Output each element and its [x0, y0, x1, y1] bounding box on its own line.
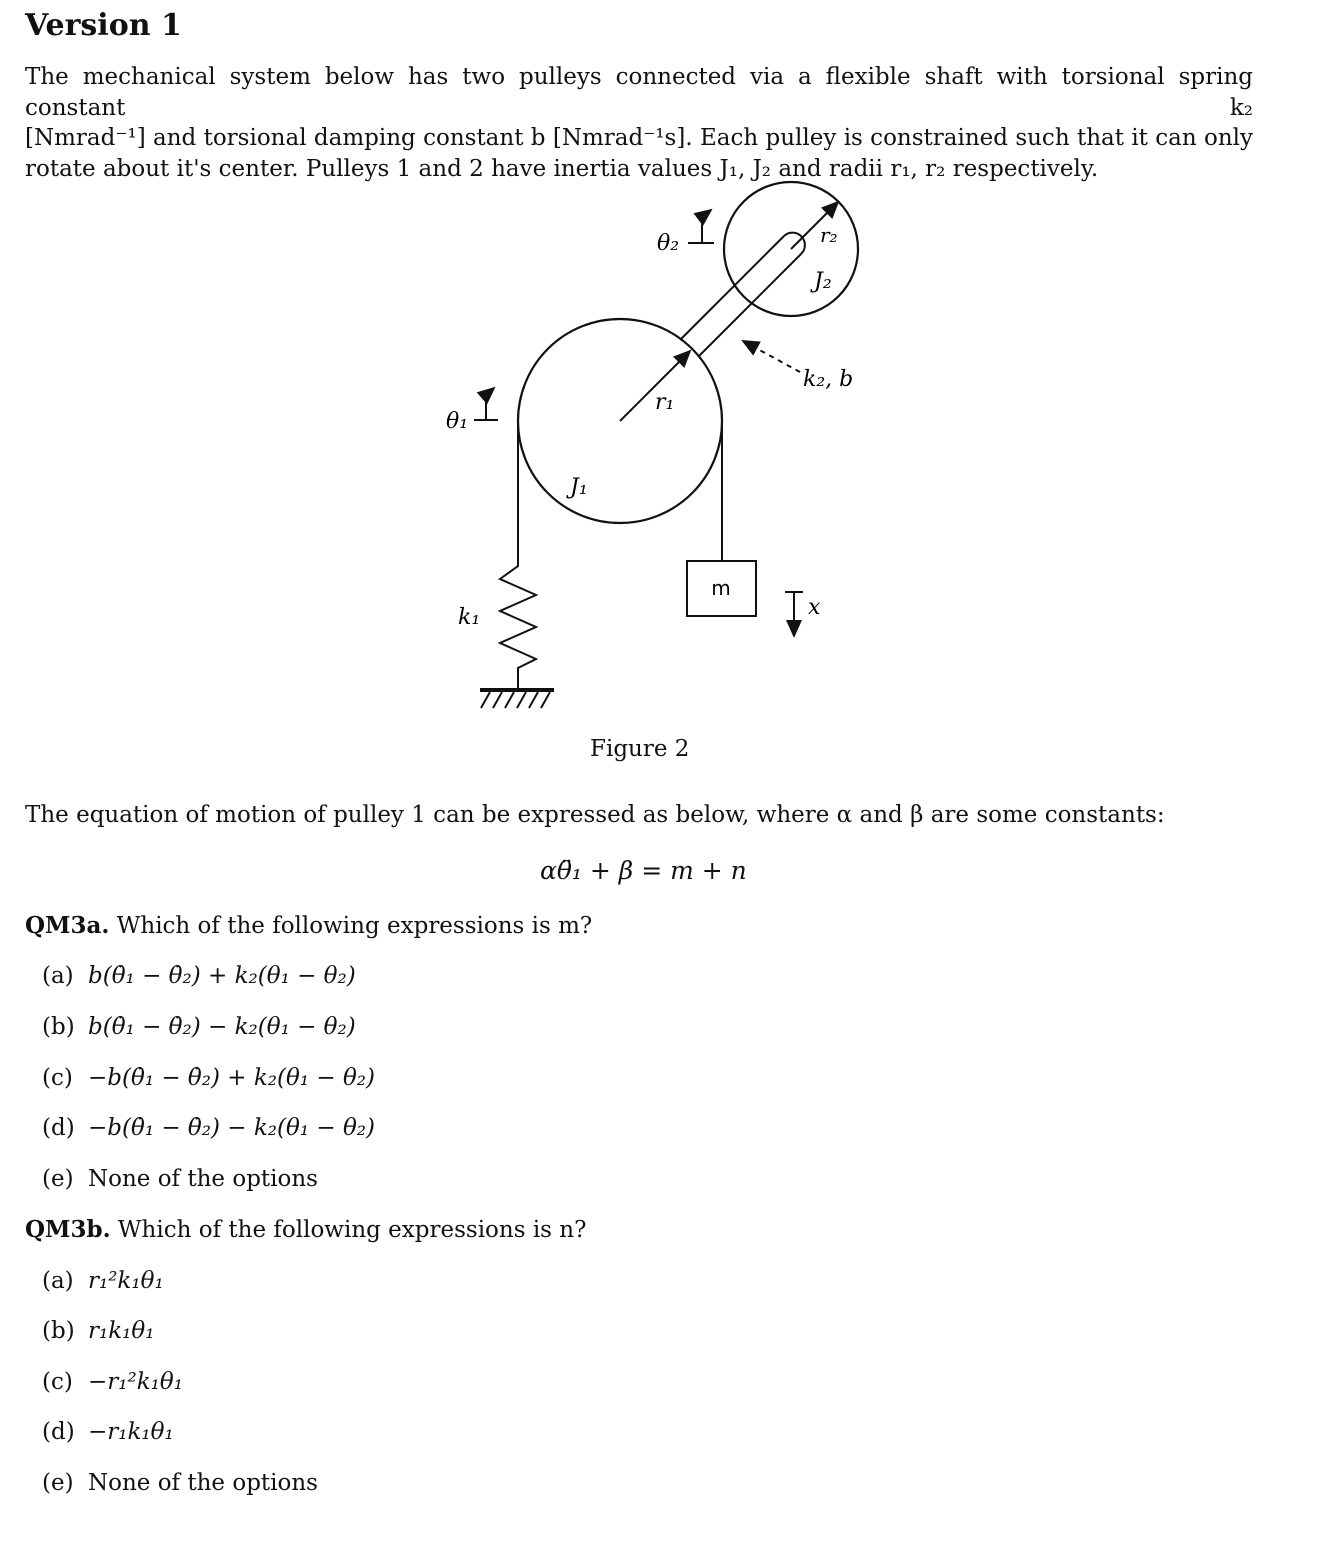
option-label: (e)	[42, 1470, 74, 1496]
option-text: r₁²k₁θ₁	[88, 1268, 164, 1294]
J1-label: J₁	[570, 475, 588, 500]
k2b-label: k₂, b	[803, 367, 854, 392]
option-label: (b)	[42, 1318, 75, 1344]
option-e[interactable]	[42, 1166, 318, 1192]
option-text: −r₁k₁θ₁	[88, 1419, 174, 1445]
question-text: Which of the following expressions is n?	[117, 1217, 587, 1243]
option-text: b(θ̇₁ − θ̇₂) + k₂(θ₁ − θ₂)	[88, 963, 356, 989]
option-c[interactable]	[42, 1369, 183, 1395]
r1-label: r₁	[655, 390, 675, 415]
option-text: None of the options	[88, 1470, 318, 1496]
question-qm3a	[25, 912, 592, 939]
question-text: Which of the following expressions is m?	[116, 913, 593, 939]
J2-label: J₂	[814, 269, 832, 294]
intro-line-3: rotate about it's center. Pulleys 1 and 2 have inertia values J₁, J₂ and radii r₁, r₂ respectively.	[25, 155, 1099, 182]
option-text: b(θ̇₁ − θ̇₂) − k₂(θ₁ − θ₂)	[88, 1014, 356, 1040]
option-d[interactable]	[42, 1419, 174, 1445]
r2-label: r₂	[820, 223, 838, 247]
option-label: (c)	[42, 1065, 73, 1091]
option-text: −b(θ̇₁ − θ̇₂) − k₂(θ₁ − θ₂)	[88, 1115, 375, 1141]
mechanical-system-figure	[0, 160, 1320, 740]
x-label: x	[808, 595, 821, 620]
question-id: QM3a.	[25, 912, 110, 939]
ground	[480, 690, 554, 708]
question-id: QM3b.	[25, 1216, 111, 1243]
option-c[interactable]	[42, 1065, 375, 1091]
option-label: (d)	[42, 1115, 75, 1141]
option-a[interactable]	[42, 1268, 164, 1294]
x-displacement-arrow	[785, 592, 803, 636]
theta1-label: θ₁	[446, 409, 469, 434]
intro-line-1: The mechanical system below has two pulleys connected via a flexible shaft with torsional spring constant k₂	[25, 64, 1253, 121]
mass-label: m	[711, 576, 731, 600]
option-b[interactable]	[42, 1318, 154, 1344]
option-text: r₁k₁θ₁	[88, 1318, 155, 1344]
theta1-rotation-arrow	[474, 388, 498, 420]
option-b[interactable]	[42, 1014, 356, 1040]
option-text: −r₁²k₁θ₁	[88, 1369, 183, 1395]
option-label: (e)	[42, 1166, 74, 1192]
page-title: Version 1	[25, 8, 182, 43]
theta2-label: θ₂	[657, 231, 680, 256]
option-text: −b(θ̇₁ − θ̇₂) + k₂(θ₁ − θ₂)	[88, 1065, 375, 1091]
option-label: (d)	[42, 1419, 75, 1445]
option-label: (a)	[42, 1268, 74, 1294]
option-a[interactable]	[42, 963, 356, 989]
option-text: None of the options	[88, 1166, 318, 1192]
option-label: (b)	[42, 1014, 75, 1040]
option-label: (a)	[42, 963, 74, 989]
theta2-rotation-arrow	[688, 210, 714, 243]
question-qm3b	[25, 1216, 586, 1243]
equation-intro: The equation of motion of pulley 1 can be expressed as below, where α and β are some constants:	[25, 802, 1165, 828]
option-label: (c)	[42, 1369, 73, 1395]
figure-caption: Figure 2	[590, 736, 690, 762]
option-e[interactable]	[42, 1470, 318, 1496]
intro-line-2: [Nmrad⁻¹] and torsional damping constant b [Nmrad⁻¹s]. Each pulley is constrained such that it can only	[25, 125, 1253, 151]
k2b-leader-arrow	[743, 341, 800, 372]
equation-of-motion: αθ̈₁ + β = m + n	[540, 856, 747, 885]
k1-label: k₁	[458, 605, 481, 630]
option-d[interactable]	[42, 1115, 375, 1141]
spring-k1	[500, 560, 536, 689]
